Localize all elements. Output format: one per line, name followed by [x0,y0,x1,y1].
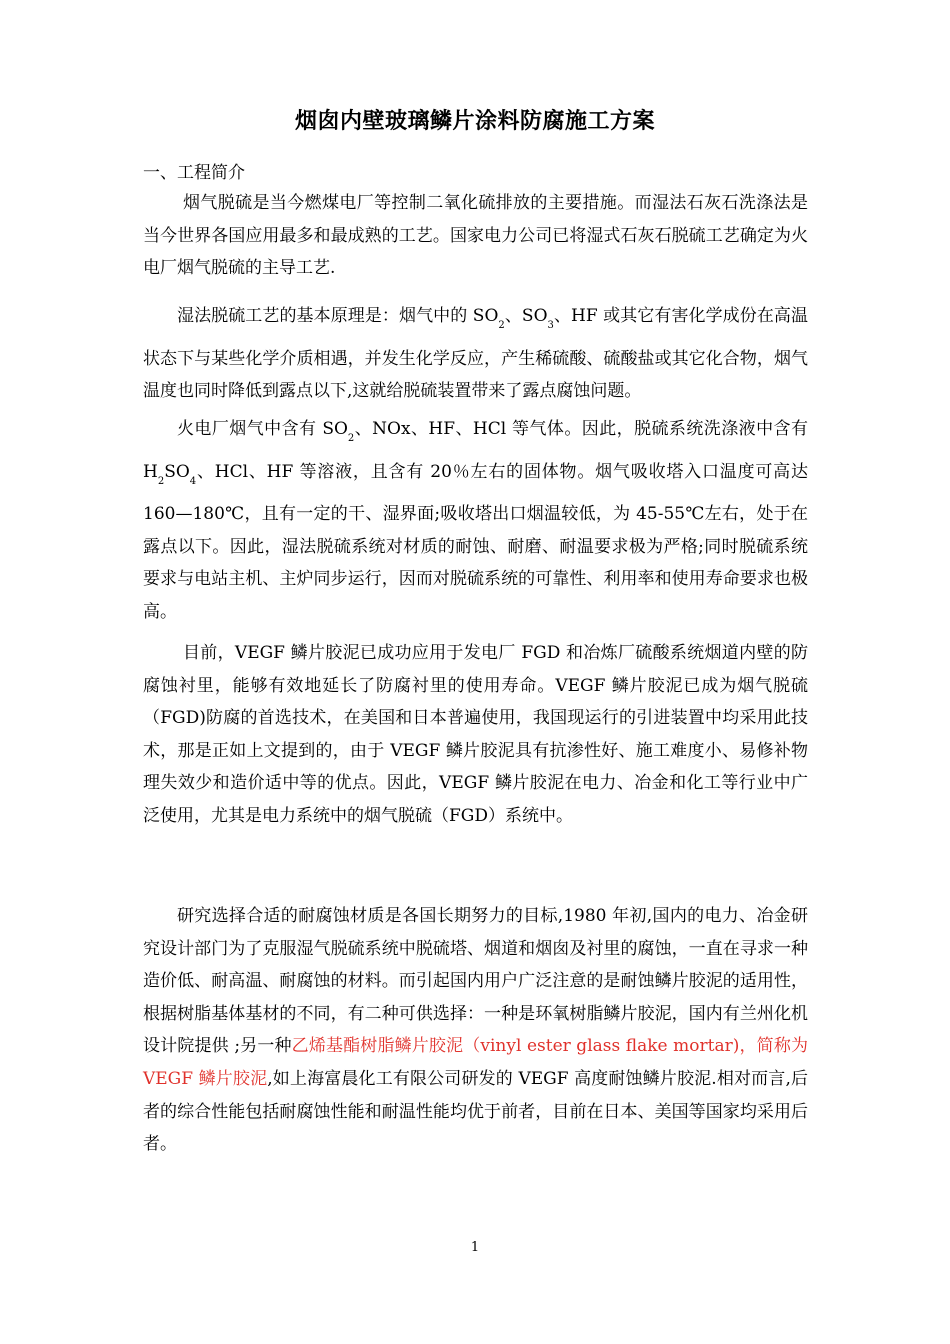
p3-subscript-3: 4 [189,475,197,487]
p5-highlight-text: 乙烯基酯树脂鳞片胶泥（vinyl ester glass flake mortar)，简称为 VEGF 鳞片胶泥 [143,1036,808,1089]
p3-text-d: 、HCl、HF 等溶液，且含有 20％左右的固体物。烟气吸收塔入口温度可高达 160—180℃，且有一定的干、湿界面;吸收塔出口烟温较低，为 45-55℃左右，处于在露点以下。因此，湿法脱硫系统对材质的耐蚀、耐磨、耐温要求极为严格;同时脱硫系统要求与电站主机、主炉同步运行，因而对脱硫系统的可靠性、利用率和使用寿命要求也极高。 [143,461,808,622]
p5-text-a: 研究选择合适的耐腐蚀材质是各国长期努力的目标,1980 年初,国内的电力、冶金研究设计部门为了克服湿气脱硫系统中脱硫塔、烟道和烟囱及衬里的腐蚀，一直在寻求一种造价低、耐高温、耐腐蚀的材料。而引起国内用户广泛注意的是耐蚀鳞片胶泥的适用性，根据树脂基体基材的不同，有二种可供选择：一种是环氧树脂鳞片胶泥，国内有兰州化机设计院提供 ;另一种 [143,906,808,1057]
p5-text-b: ,如上海富晨化工有限公司研发的 VEGF 高度耐蚀鳞片胶泥.相对而言,后者的综合性能包括耐腐蚀性能和耐温性能均优于前者，目前在日本、美国等国家均采用后者。 [143,1068,808,1155]
page-number: 1 [470,1240,480,1255]
p3-subscript-2: 2 [157,475,165,487]
p2-text-c: 、HF 或其它有害化学成份在高温状态下与某些化学介质相遇，并发生化学反应，产生稀硫酸、硫酸盐或其它化合物，烟气温度也同时降低到露点以下,这就给脱硫装置带来了露点腐蚀问题。 [143,306,808,402]
paragraph-5 [143,900,808,1161]
p2-subscript-1: 2 [498,320,505,331]
p2-text-a: 湿法脱硫工艺的基本原理是：烟气中的 SO [177,306,499,326]
paragraph-1: 烟气脱硫是当今燃煤电厂等控制二氧化硫排放的主要措施。而湿法石灰石洗涤法是当今世界各国应用最多和最成熟的工艺。国家电力公司已将湿式石灰石脱硫工艺确定为火电厂烟气脱硫的主导工艺. [143,193,808,279]
p2-subscript-2: 3 [547,320,554,331]
paragraph-4: 目前，VEGF 鳞片胶泥已成功应用于发电厂 FGD 和冶炼厂硫酸系统烟道内壁的防腐蚀衬里，能够有效地延长了防腐衬里的使用寿命。VEGF 鳞片胶泥已成为烟气脱硫（FGD)防腐的首选技术，在美国和日本普遍使用，我国现运行的引进装置中均采用此技术，那是正如上文提到的，由于 VEGF 鳞片胶泥具有抗渗性好、施工难度小、易修补物理失效少和造价适中等的优点。因此，VEGF 鳞片胶泥在电力、冶金和化工等行业中广泛使用，尤其是电力系统中的烟气脱硫（FGD）系统中。 [143,643,808,826]
p3-text-a: 火电厂烟气中含有 SO [177,419,348,439]
p2-text-b: 、SO [504,306,548,326]
paragraph-3 [143,413,808,629]
paragraph-2 [143,300,808,408]
p3-subscript-1: 2 [347,433,355,444]
document-title: 烟囱内壁玻璃鳞片涂料防腐施工方案 [294,108,655,134]
p3-text-c: SO [164,461,190,482]
p3-text-b: 、NOx、HF、HCl 等气体。因此，脱硫系统洗涤液中含有 H [143,419,808,482]
section-heading: 一、工程简介 [143,163,245,183]
